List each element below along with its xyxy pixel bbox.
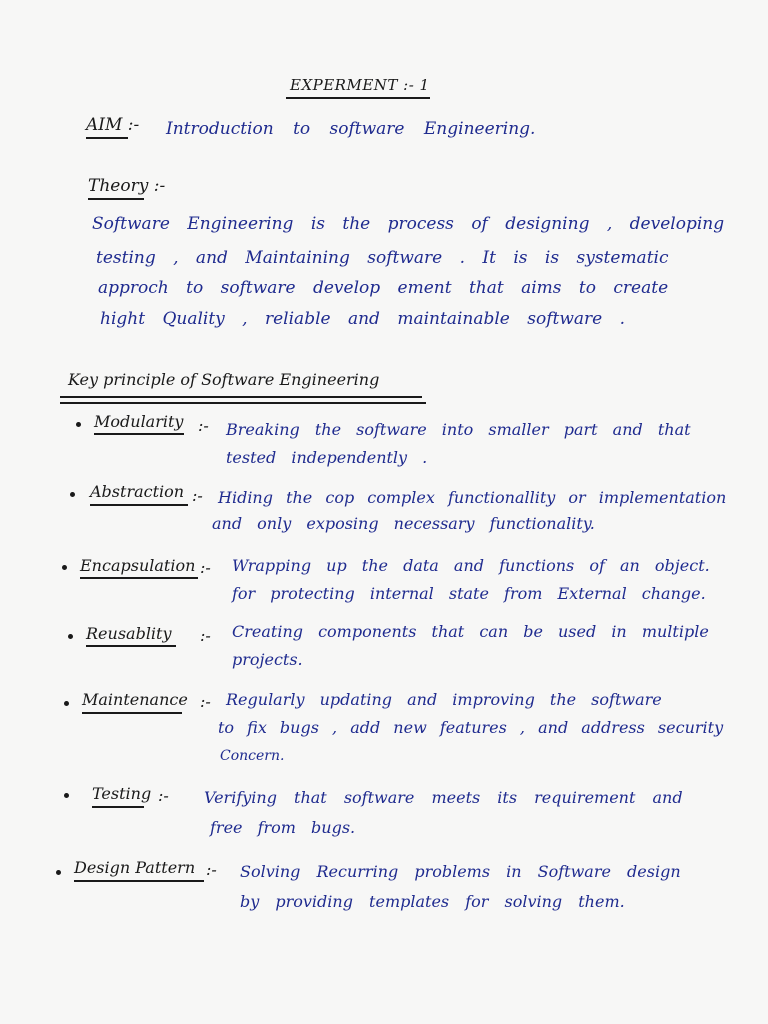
term-underline xyxy=(92,806,144,808)
definition-line: Concern. xyxy=(220,748,285,764)
aim-text: Introduction to software Engineering. xyxy=(166,119,536,139)
bullet xyxy=(76,422,81,427)
key-principles-heading: Key principle of Software Engineering xyxy=(68,370,380,389)
definition-line: free from bugs. xyxy=(210,818,356,837)
theory-line: testing , and Maintaining software . It is is systematic xyxy=(96,248,669,268)
definition-line: tested independently . xyxy=(226,448,428,467)
definition-line: for protecting internal state from External change. xyxy=(232,584,706,603)
term-separator: :- xyxy=(200,558,211,577)
theory-line: hight Quality , reliable and maintainable software . xyxy=(100,309,626,329)
term-separator: :- xyxy=(198,416,209,435)
term-separator: :- xyxy=(192,486,203,505)
definition-line: by providing templates for solving them. xyxy=(240,892,625,911)
definition-line: Hiding the cop complex functionallity or implementation xyxy=(218,488,727,507)
theory-underline xyxy=(88,198,144,200)
term-underline xyxy=(80,577,198,579)
term-design-pattern: Design Pattern xyxy=(74,858,196,877)
term-reusablity: Reusablity xyxy=(86,624,172,643)
theory-line: approch to software develop ement that aims to create xyxy=(98,278,669,298)
theory-label: Theory :- xyxy=(88,176,166,196)
theory-line: Software Engineering is the process of designing , developing xyxy=(92,214,725,234)
bullet xyxy=(68,634,73,639)
term-underline xyxy=(94,433,184,435)
title-underline xyxy=(286,97,430,99)
term-underline xyxy=(90,504,188,506)
definition-line: Breaking the software into smaller part and that xyxy=(226,420,691,439)
definition-line: Wrapping up the data and functions of an object. xyxy=(232,556,710,575)
experiment-title: EXPERMENT :- 1 xyxy=(290,76,430,94)
term-encapsulation: Encapsulation xyxy=(80,556,196,575)
definition-line: and only exposing necessary functionality. xyxy=(212,514,595,533)
term-abstraction: Abstraction xyxy=(90,482,185,501)
bullet xyxy=(56,870,61,875)
bullet xyxy=(70,492,75,497)
aim-underline xyxy=(86,137,128,139)
definition-line: Creating components that can be used in multiple xyxy=(232,622,709,641)
definition-line: Regularly updating and improving the software xyxy=(226,690,662,709)
term-separator: :- xyxy=(206,860,217,879)
heading-underline xyxy=(60,402,426,404)
term-modularity: Modularity xyxy=(94,412,184,431)
heading-underline xyxy=(60,396,422,398)
term-separator: :- xyxy=(200,692,211,711)
bullet xyxy=(64,701,69,706)
term-testing: Testing xyxy=(92,784,152,803)
definition-line: projects. xyxy=(232,650,303,669)
bullet xyxy=(64,793,69,798)
aim-label: AIM :- xyxy=(86,115,140,135)
term-underline xyxy=(86,645,176,647)
bullet xyxy=(62,565,67,570)
definition-line: Solving Recurring problems in Software design xyxy=(240,862,681,881)
term-separator: :- xyxy=(158,786,169,805)
term-maintenance: Maintenance xyxy=(82,690,188,709)
term-underline xyxy=(74,880,204,882)
term-underline xyxy=(82,712,182,714)
definition-line: Verifying that software meets its requirement and xyxy=(204,788,683,807)
term-separator: :- xyxy=(200,626,211,645)
definition-line: to fix bugs , add new features , and address security xyxy=(218,718,724,737)
